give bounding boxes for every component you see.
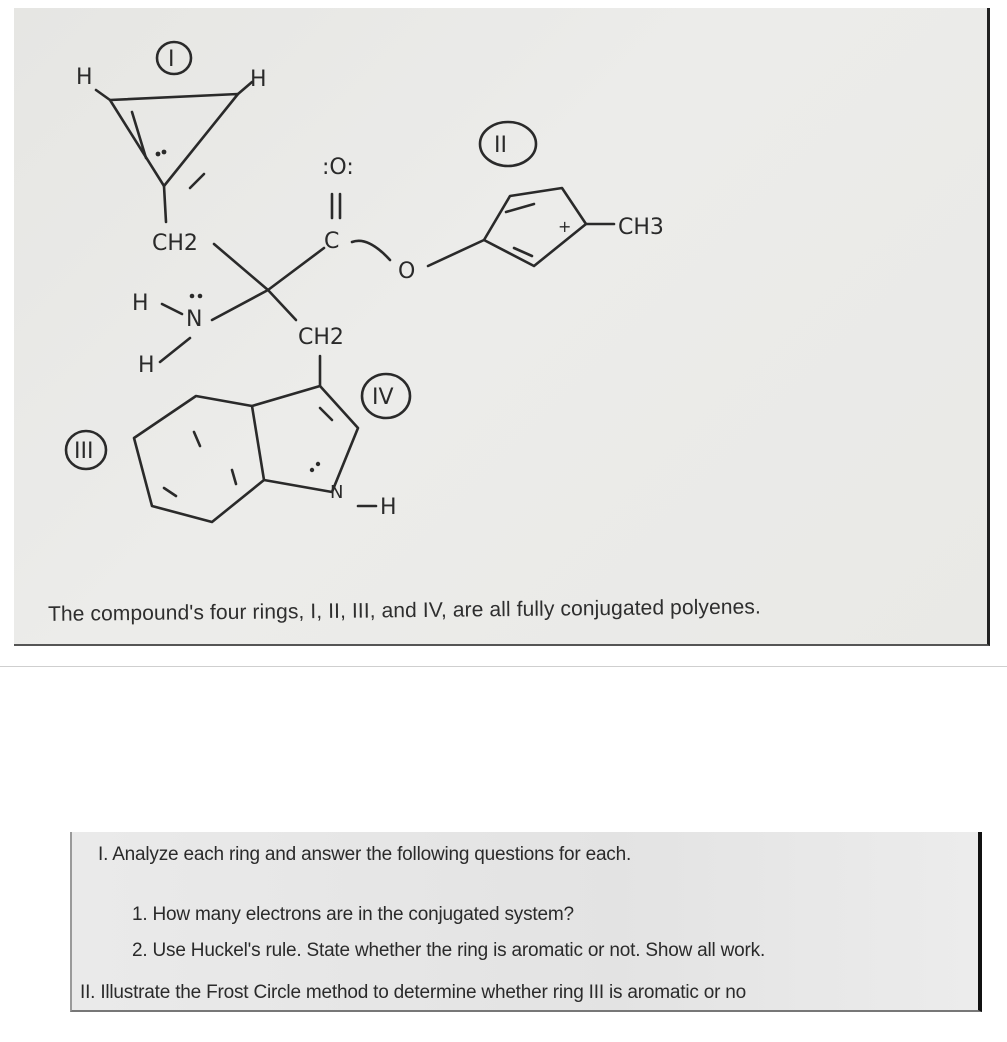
ester-oxygen-label: O [398, 259, 416, 284]
questions-photo [70, 832, 982, 1012]
h-label: H [76, 65, 93, 90]
carbonyl-oxygen-label: :O: [322, 155, 354, 180]
nitrogen-label: N [186, 307, 203, 332]
ring-II [480, 122, 664, 266]
divider [0, 666, 1007, 667]
caption-text: The compound's four rings, I, II, III, and IV, are all fully conjugated polyenes. [47, 595, 762, 626]
ring-II-label: II [494, 133, 507, 158]
indole-nitrogen-label: N [330, 482, 344, 503]
ring-III [66, 396, 264, 522]
carbonyl-carbon-label: C [324, 229, 340, 254]
h-label: H [380, 495, 397, 520]
ring-I [76, 42, 267, 188]
structure-photo [14, 8, 990, 646]
question-2: 2. Use Huckel's rule. State whether the ring is aromatic or not. Show all work. [132, 940, 766, 961]
ring-IV [252, 374, 410, 520]
plus-charge: + [558, 217, 572, 236]
ring-I-label: I [168, 47, 175, 72]
question-frost-circle: II. Illustrate the Frost Circle method to determine whether ring III is aromatic or no [80, 982, 747, 1003]
ch2-label: CH2 [298, 325, 344, 350]
h-label: H [138, 353, 155, 378]
methyl-label: CH3 [618, 215, 664, 240]
ring-III-label: III [74, 439, 94, 464]
question-main: I. Analyze each ring and answer the following questions for each. [98, 844, 632, 865]
ring-IV-label: IV [372, 385, 394, 410]
h-label: H [250, 67, 267, 92]
ch2-label: CH2 [152, 231, 198, 256]
h-label: H [132, 291, 149, 316]
question-1: 1. How many electrons are in the conjugated system? [132, 904, 574, 925]
chemical-structure-drawing [14, 8, 990, 646]
